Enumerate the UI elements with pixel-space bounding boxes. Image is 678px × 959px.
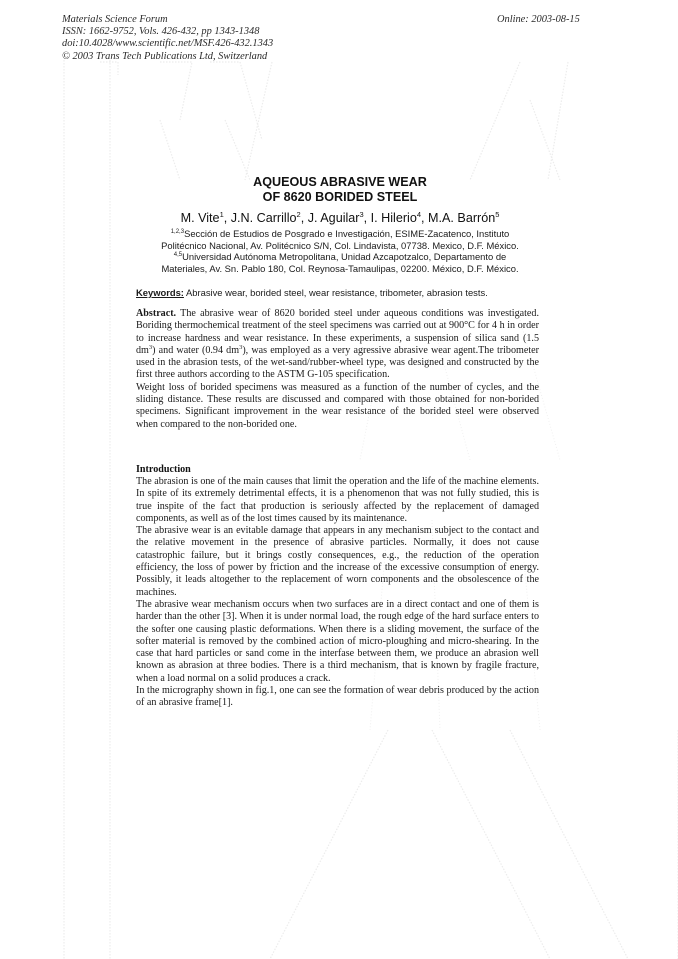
affiliation-marker: 1,2,3 [170, 229, 185, 235]
author-name: M.A. Barrón [428, 211, 496, 225]
abstract-label: Abstract. [136, 308, 177, 319]
introduction-paragraph: In the micrography shown in fig.1, one can see the formation of wear debris produced by the action of an abrasive frame[1]. [136, 685, 539, 709]
journal-name: Materials Science Forum [62, 14, 168, 25]
introduction-paragraph: The abrasive wear mechanism occurs when two surfaces are in a direct contact and one of them is harder than the other [3]. When it is under normal load, the rough edge of the hard surface enters to the softer one causing plastic deformations. When there is a sliding movement, the surface of the softer material is removed by the combined action of micro-ploughing and micro-shearing. In the case that hard particles or sand come in the interfase between them, we produce an abrasion well known as abrasion at three bodies. There is a third mechanism, that is known by fragile fracture, when a load normal on a solid produces a crack. [136, 598, 539, 684]
author-name: I. Hilerio [370, 211, 417, 225]
superscript: 3 [148, 343, 153, 351]
abstract-paragraph-2: Weight loss of borided specimens was measured as a function of the number of cycles, and the sliding distance. These results are discussed and compared with those obtained for non-borided specimens. Significant improvement in the wear resistance of the borided steel were observed when compared to the non-borided one. [136, 381, 539, 430]
author-affiliation-marker: 2 [296, 210, 301, 219]
doi-line: doi:10.4028/www.scientific.net/MSF.426-432.1343 [62, 38, 274, 50]
issn-line: ISSN: 1662-9752, Vols. 426-432, pp 1343-1348 [62, 26, 260, 38]
abstract-text: The abrasive wear of 8620 borided steel under aqueous conditions was investigated. Boriding thermochemical treatment of the steel specimens was carried out at 900°C for 4 h in order to increase hardness and wear resistance. In these experiments, a suspension of silica sand (1.5 dm [136, 308, 539, 356]
abstract [136, 308, 539, 431]
keywords [136, 287, 488, 299]
affiliation-marker: 4,5 [173, 252, 183, 258]
affiliations [130, 228, 550, 274]
paper-title [130, 175, 550, 205]
introduction-paragraph: The abrasive wear is an evitable damage that appears in any mechanism subject to the contact and the relative movement in the presence of abrasive particles. Normally, it does not cause catastrophic failure, but it brings costly consequences, e.g., the reduction of the operation efficiency, the loss of power by friction and the increase of the excessive consumption of energy. Possibly, it leads altogether to the replacement of worn components and the obsolescence of the machines. [136, 525, 539, 598]
author-name: J.N. Carrillo [230, 211, 297, 225]
author-list: M. Vite$^1$, J.N. Carrillo$^2$, J. Aguilar$^3$, I. Hilerio$^4$, M.A. Barrón$^5$ [180, 210, 500, 225]
author-affiliation-marker: 4 [416, 210, 422, 219]
title-line-2: OF 8620 BORIDED STEEL [262, 190, 418, 204]
affiliation-2-line-1 [130, 251, 550, 263]
introduction-paragraph: The abrasion is one of the main causes that limit the operation and the life of the machine elements. In spite of its extremely detrimental effects, it is a phenomenon that was not fully studied, this is true inspite of the fact that production is seriously affected by the replacement of damaged components, as well as of the lost times caused by its maintenance. [136, 476, 539, 524]
author-affiliation-marker: 1 [219, 210, 224, 219]
abstract-text: ) and water (0.94 dm [152, 344, 240, 356]
affiliation-text: Universidad Autónoma Metropolitana, Unidad Azcapotzalco, Departamento de [182, 251, 507, 262]
abstract-paragraph-1 [136, 308, 539, 382]
affiliation-1-line-1 [130, 228, 550, 240]
keywords-text: Abrasive wear, borided steel, wear resistance, tribometer, abrasion tests. [186, 287, 488, 298]
introduction-heading: Introduction [136, 464, 191, 475]
author-name: M. Vite [180, 211, 220, 225]
title-line-1: AQUEOUS ABRASIVE WEAR [253, 175, 427, 189]
publication-header [62, 14, 273, 63]
abstract-text: ), was employed as a very agressive abrasive wear agent.The tribometer used in the abrasion tests, of the wet-sand/rubber-wheel type, was designed and constructed by the first three authors according to the ASTM G-105 specification. [136, 344, 539, 381]
superscript: 3 [239, 343, 243, 351]
keywords-label: Keywords: [136, 287, 184, 298]
affiliation-text: Sección de Estudios de Posgrado e Investigación, ESIME-Zacatenco, Instituto [184, 228, 510, 239]
author-affiliation-marker: 3 [359, 210, 364, 219]
author-affiliation-marker: 5 [495, 210, 500, 219]
affiliation-2-line-2: Materiales, Av. Sn. Pablo 180, Col. Reynosa-Tamaulipas, 02200. México, D.F. México. [161, 262, 519, 274]
copyright-line: © 2003 Trans Tech Publications Ltd, Switzerland [62, 50, 268, 62]
introduction-body [136, 476, 539, 710]
online-date: Online: 2003-08-15 [497, 14, 580, 25]
author-name: J. Aguilar [307, 211, 360, 225]
affiliation-1-line-2: Politécnico Nacional, Av. Politécnico S/N, Col. Lindavista, 07738. Mexico, D.F. México. [161, 239, 519, 251]
